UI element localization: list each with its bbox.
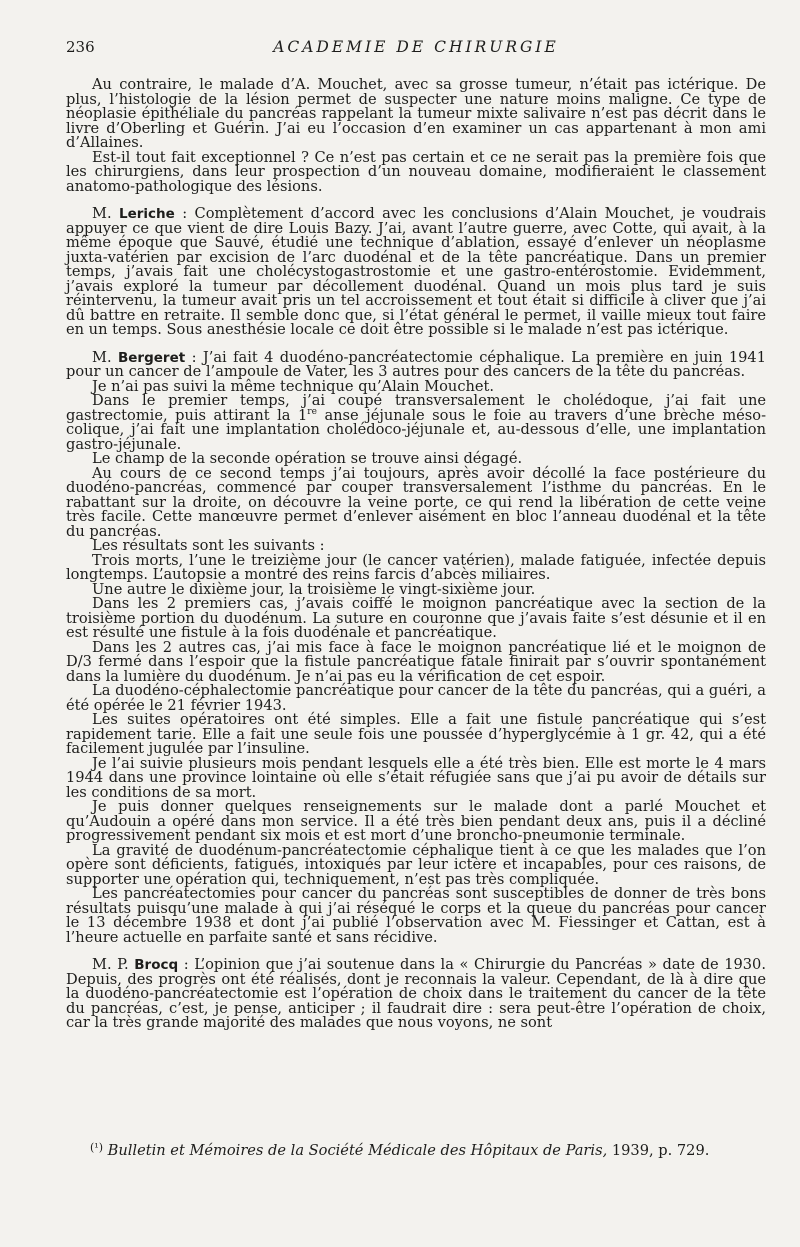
speaker-title: M. bbox=[92, 348, 112, 366]
footnote-text: Bulletin et Mémoires de la Société Médicale des Hôpitaux de Paris, bbox=[107, 1142, 608, 1159]
page-number: 236 bbox=[66, 38, 95, 56]
paragraph-brocq bbox=[66, 958, 766, 1031]
paragraph: Les pancréatectomies pour cancer du pancréas sont susceptibles de donner de très bons résultats puisqu’une malade à qui j’ai réséqué le corps et la queue du pancréas pour cancer le 13 décembre 1938 et dont j’ai publié l’observation avec M. Fiessinger et Cattan, est à l’heure actuelle en parfaite santé et sans récidive. bbox=[66, 885, 766, 946]
paragraph: La gravité de duodénum-pancréatectomie céphalique tient à ce que les malades que l’on opère sont déficients, fatigués, intoxiqués par leur ictère et incapables, pour ces raisons, de supporter une opération qui, techniquement, n’est pas très compliquée. bbox=[66, 841, 766, 888]
body-text bbox=[66, 78, 766, 1031]
speech-text: : J’ai fait 4 duodéno-pancréatectomie céphalique. La première en juin 1941 pour un cancer de l’ampoule de Vater, les 3 autres pour des cancers de la tête du pancréas. bbox=[66, 348, 766, 380]
paragraph: Je l’ai suivie plusieurs mois pendant lesquels elle a été très bien. Elle est morte le 4 mars 1944 dans une province lointaine où elle s’était réfugiée sans que j’ai pu avoir de détails sur les conditions de sa mort. bbox=[66, 754, 766, 801]
paragraph: Dans les 2 premiers cas, j’avais coiffé le moignon pancréatique avec la section de la troisième portion du duodénum. La suture en couronne que j’avais faite s’est désunie et il en est résulté une fistule à la fois duodénale et pancréatique. bbox=[66, 595, 766, 641]
speaker-title: M. bbox=[92, 205, 112, 222]
speaker-name: Leriche bbox=[119, 206, 175, 222]
speech-text: : Complètement d’accord avec les conclusions d’Alain Mouchet, je voudrais appuyer ce que vient de dire Louis Bazy. J’ai, avant l’autre guerre, avec Cotte, qui avait, à la même époque que Sauvé, étudié une technique d’ablation, essayé d’enlever un néoplasme juxta-vatérien par excision de l’arc duodénal et de la tête pancréatique. Dans un premier temps, j’avais fait une cholécystogastrostomie et une gastro-entérostomie. Evidemment, j’avais exploré la tumeur par décollement duodénal. Quand un mois plus tard je suis réintervenu, la tumeur avait pris un tel accroissement et tout était si difficile à cliver que j’ai dû battre en retraite. Il semble donc que, si l’état général le permet, il vaille mieux tout faire en un temps. Sous anesthésie locale ce doit être possible si le malade n’est pas ictérique. bbox=[66, 205, 767, 338]
paragraph: Au cours de ce second temps j’ai toujours, après avoir décollé la face postérieure du duodéno-pancréas, commencé par couper transversalement l’isthme du pancréas. En le rabattant sur la droite, on découvre la veine porte, ce qui rend la libération de cette veine très facile. Cette manœuvre permet d’enlever aisément en bloc l’anneau duodénal et la tête du pancréas. bbox=[66, 464, 766, 540]
page-header bbox=[66, 38, 766, 60]
paragraph: Je n’ai pas suivi la même technique qu’Alain Mouchet. bbox=[92, 377, 495, 395]
paragraph: Est-il tout fait exceptionnel ? Ce n’est pas certain et ce ne serait pas la première fois que les chirurgiens, dans leur prospection d’un nouveau domaine, modifieraient le classement anatomo-pathologique des lésions. bbox=[66, 148, 766, 195]
paragraph: Trois morts, l’une le treizième jour (le cancer vatérien), malade fatiguée, infectée depuis longtemps. L’autopsie a montré des reins farcis d’abcès miliaires. bbox=[66, 551, 766, 583]
paragraph-text: anse jéjunale sous le foie au travers d’une brèche méso-colique, j’ai fait une implantation cholédoco-jéjunale et, au-dessous d’elle, une implantation gastro-jéjunale. bbox=[66, 406, 767, 453]
paragraph: Une autre le dixième jour, la troisième le vingt-sixième jour. bbox=[92, 580, 536, 598]
paragraph-leriche bbox=[66, 207, 766, 338]
paragraph: Le champ de la seconde opération se trouve ainsi dégagé. bbox=[92, 450, 523, 467]
paragraph bbox=[66, 394, 766, 452]
paragraph: Dans les 2 autres cas, j’ai mis face à face le moignon pancréatique lié et le moignon de D/3 fermé dans l’espoir que la fistule pancréatique fatale finirait par s’ouvrir spontanément dans la lumière du duodénum. Je n’ai pas eu la vérification de cet espoir. bbox=[66, 638, 766, 685]
paragraph: Au contraire, le malade d’A. Mouchet, avec sa grosse tumeur, n’était pas ictérique. De plus, l’histologie de la lésion permet de suspecter une nature moins maligne. Ce type de néoplasie épithéliale du pancréas rappelant la tumeur mixte salivaire n’est pas décrit dans le livre d’Oberling et Guérin. J’ai eu l’occasion d’en examiner un cas appartenant à mon ami d’Allaines. bbox=[66, 76, 766, 151]
ordinal-suffix: re bbox=[307, 406, 317, 417]
paragraph: Les résultats sont les suivants : bbox=[92, 537, 325, 554]
paragraph: La duodéno-céphalectomie pancréatique pour cancer de la tête du pancréas, qui a guéri, a été opérée le 21 février 1943. bbox=[66, 682, 766, 714]
footnote-citation: 1939, p. 729. bbox=[611, 1142, 710, 1159]
paragraph: Je puis donner quelques renseignements sur le malade dont a parlé Mouchet et qu’Audouin a opéré dans mon service. Il a été très bien pendant deux ans, puis il a décliné progressivement pendant six mois et est mort d’une broncho-pneumonie terminale. bbox=[66, 798, 766, 844]
speaker-name: Bergeret bbox=[117, 349, 186, 366]
running-title: ACADEMIE DE CHIRURGIE bbox=[273, 38, 559, 56]
footnote bbox=[90, 1140, 766, 1159]
paragraph: Les suites opératoires ont été simples. Elle a fait une fistule pancréatique qui s’est rapidement tarie. Elle a fait une seule fois une poussée d’hyperglycémie à 1 gr. 42, qui a été facilement jugulée par l’insuline. bbox=[66, 711, 766, 757]
speech-text: : L’opinion que j’ai soutenue dans la « Chirurgie du Pancréas » date de 1930. Depuis, des progrès ont été réalisés, dont je reconnais la valeur. Cependant, de là à dire que la duodéno-pancréatectomie est l’opération de choix dans le traitement du cancer de la tête du pancréas, c’est, je pense, anticiper ; il faudrait dire : sera peut-être l’opération de choix, car la très grande majorité des malades que nous voyons, ne sont bbox=[66, 956, 766, 1031]
speaker-name: Brocq bbox=[134, 957, 179, 973]
footnote-mark: (¹) bbox=[90, 1141, 103, 1154]
speaker-title: M. P. bbox=[92, 956, 129, 973]
paragraph-text: Dans le premier temps, j’ai coupé transversalement le cholédoque, j’ai fait une gastrectomie, puis attirant la 1 bbox=[66, 392, 766, 424]
paragraph-bergeret bbox=[66, 348, 766, 380]
